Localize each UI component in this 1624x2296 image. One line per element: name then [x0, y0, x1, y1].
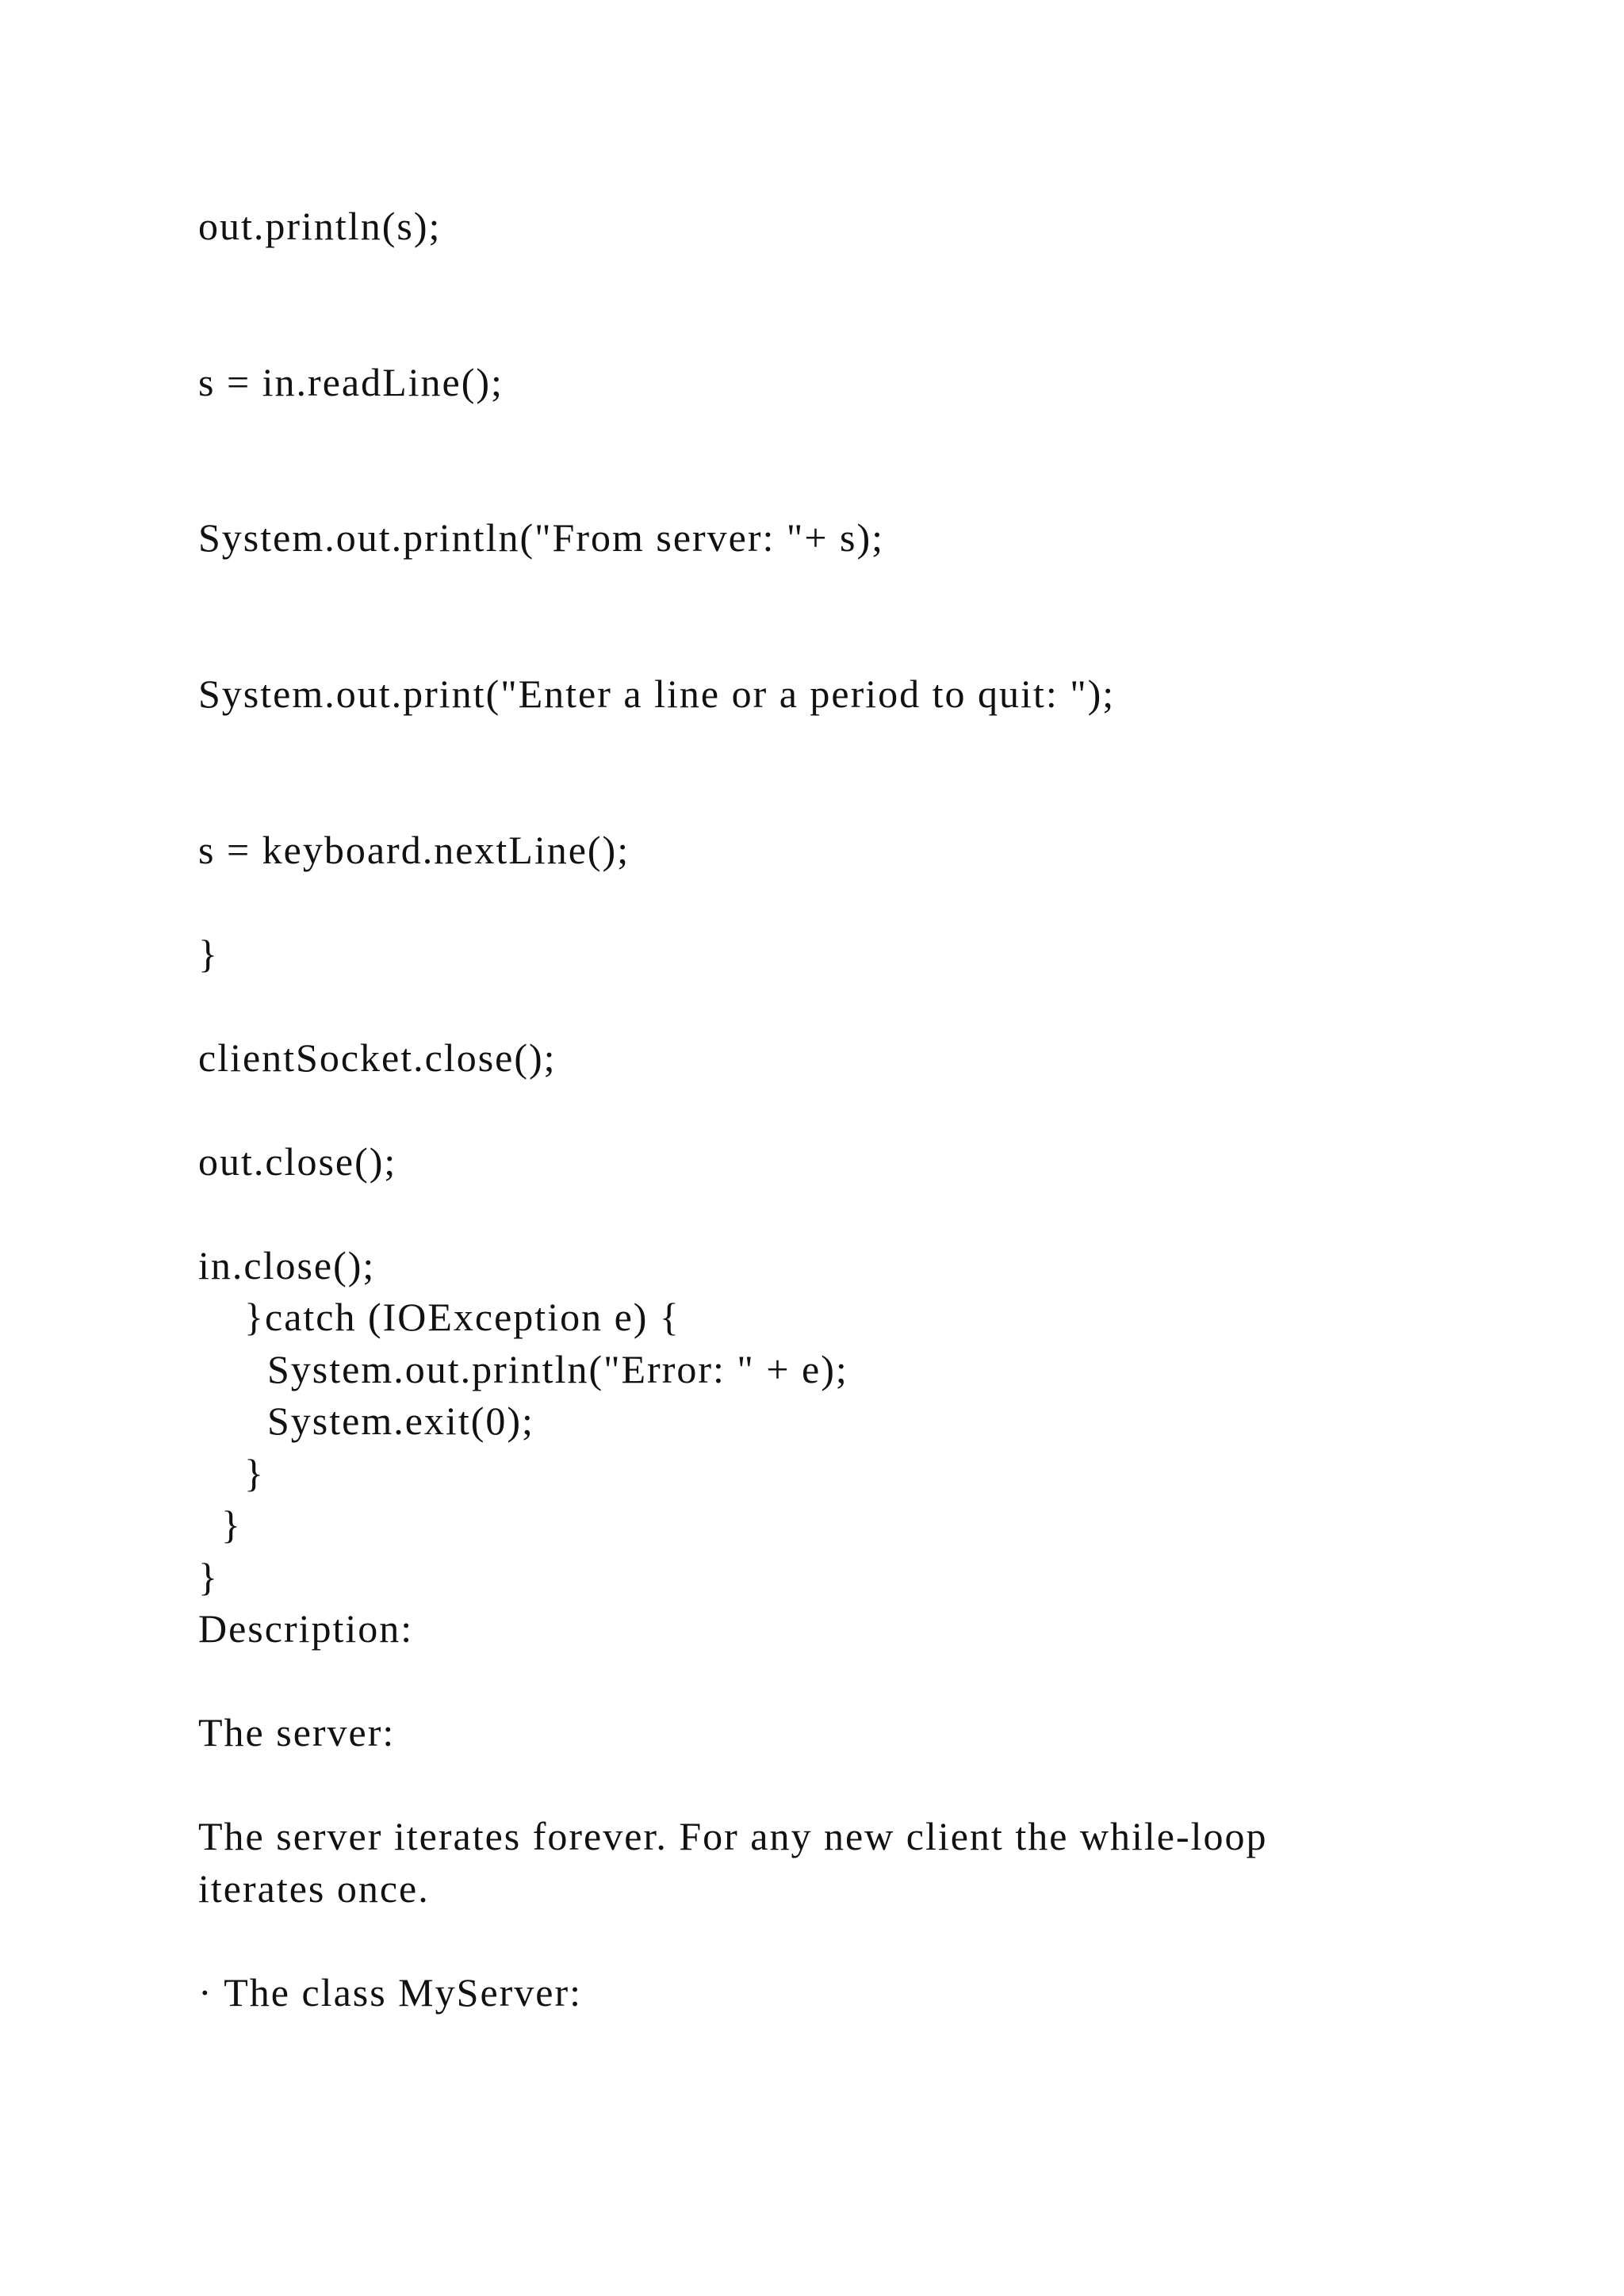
code-line: out.close(); [198, 1139, 397, 1184]
code-line: s = in.readLine(); [198, 360, 504, 404]
code-line: s = keyboard.nextLine(); [198, 828, 630, 872]
server-heading: The server: [198, 1710, 396, 1755]
code-line: System.out.print("Enter a line or a period to quit: "); [198, 672, 1116, 716]
code-line: in.close(); [198, 1243, 376, 1288]
code-line: } [198, 1502, 242, 1547]
code-line: } [198, 932, 219, 976]
code-line: System.out.println("Error: " + e); [198, 1347, 848, 1391]
bullet-item: · The class MyServer: [198, 1970, 583, 2015]
server-paragraph-line: The server iterates forever. For any new client the while-loop [198, 1814, 1268, 1858]
code-line: } [198, 1555, 219, 1599]
code-line: out.println(s); [198, 204, 442, 248]
description-heading: Description: [198, 1606, 414, 1651]
code-line: System.exit(0); [198, 1399, 534, 1443]
server-paragraph-line: iterates once. [198, 1866, 430, 1911]
code-line: System.out.println("From server: "+ s); [198, 515, 885, 560]
code-line: } [198, 1451, 265, 1495]
code-line: }catch (IOException e) { [198, 1295, 680, 1339]
code-line: clientSocket.close(); [198, 1035, 557, 1080]
